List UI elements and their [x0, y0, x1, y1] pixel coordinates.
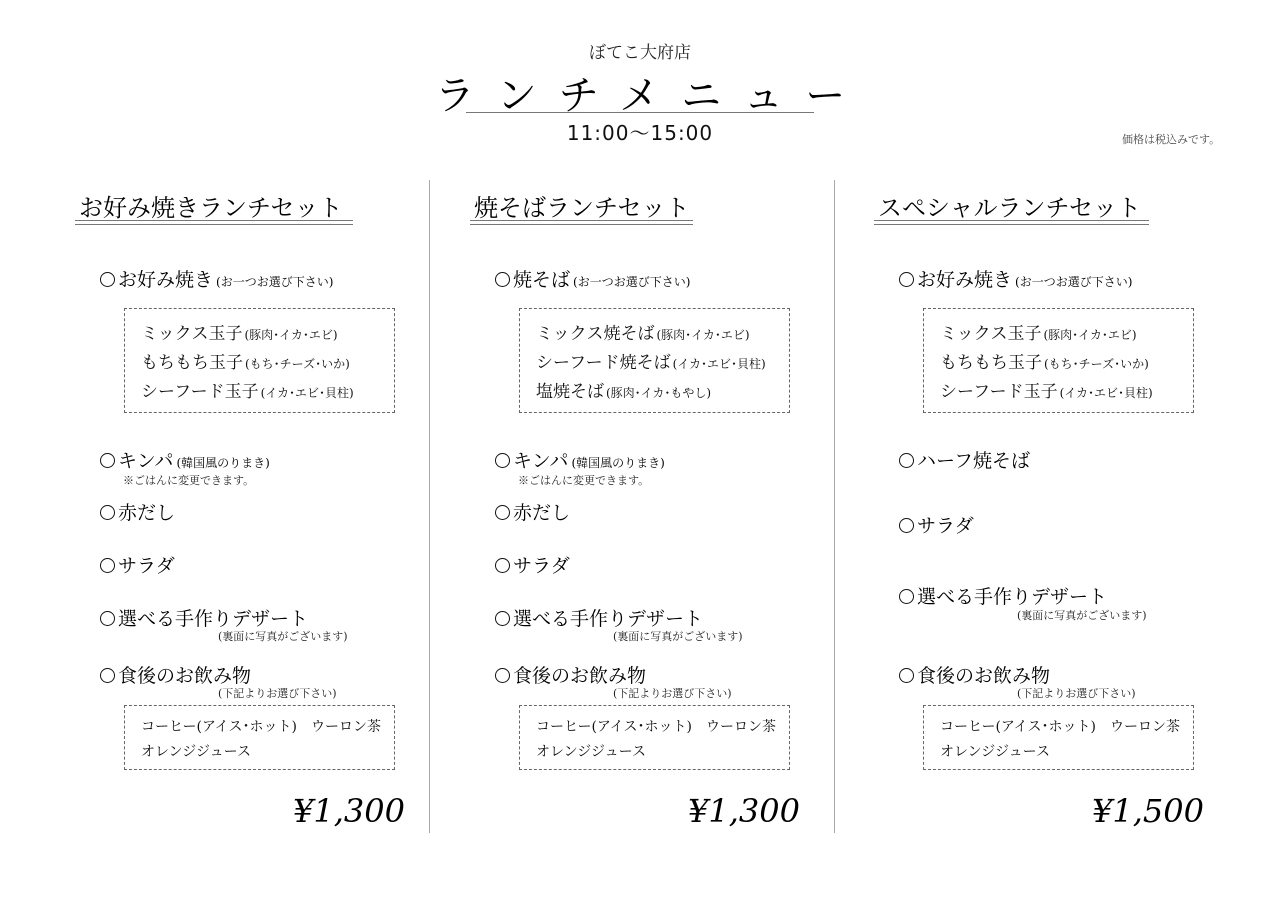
circle-bullet-icon [899, 668, 914, 683]
page-title: ランチメニュー [434, 73, 868, 119]
choice-item: ミックス焼そば (豚肉･イカ･エビ) [536, 324, 750, 344]
store-name: ぼてこ大府店 [589, 43, 691, 63]
drink-options-line: オレンジジュース [536, 744, 646, 760]
okonomiyaki-lunch-set [75, 180, 465, 840]
circle-bullet-icon [495, 611, 510, 626]
set-price: ¥1,300 [688, 792, 800, 830]
circle-bullet-icon [495, 558, 510, 573]
yakisoba-lunch-set [470, 180, 860, 840]
circle-bullet-icon [100, 668, 115, 683]
set-title: スペシャルランチセット [878, 194, 1142, 222]
choice-item: ミックス玉子 (豚肉･イカ･エビ) [141, 324, 338, 344]
kimbap-note: ※ごはんに変更できます。 [123, 474, 255, 487]
choice-item: シーフード焼そば (イカ･エビ･貝柱) [536, 353, 766, 373]
drink-note: (下記よりお選び下さい) [218, 687, 337, 700]
half-yakisoba-item: ハーフ焼そば [899, 446, 1030, 473]
set-title-underline [75, 220, 353, 225]
drink-item: 食後のお飲み物 [100, 661, 251, 688]
circle-bullet-icon [495, 505, 510, 520]
circle-bullet-icon [100, 505, 115, 520]
circle-bullet-icon [100, 611, 115, 626]
kimbap-note: ※ごはんに変更できます。 [518, 474, 650, 487]
circle-bullet-icon [100, 453, 115, 468]
set-title: 焼そばランチセット [474, 194, 690, 222]
drink-item: 食後のお飲み物 [495, 661, 646, 688]
set-title-underline [470, 220, 693, 225]
choice-box [519, 308, 790, 413]
drink-options-line: コーヒー(アイス･ホット) ウーロン茶 [940, 719, 1180, 735]
title-underline [466, 112, 814, 113]
dessert-item: 選べる手作りデザート [100, 604, 308, 631]
choice-item: シーフード玉子 (イカ･エビ･貝柱) [141, 382, 354, 402]
set-price: ¥1,300 [293, 792, 405, 830]
circle-bullet-icon [899, 589, 914, 604]
kimbap-item: キンパ (韓国風のりまき) [100, 446, 270, 473]
set-title-underline [874, 220, 1149, 225]
drink-options-line: コーヒー(アイス･ホット) ウーロン茶 [141, 719, 381, 735]
circle-bullet-icon [495, 272, 510, 287]
drink-options-box [124, 705, 395, 770]
menu-header [0, 0, 1280, 145]
set-title: お好み焼きランチセット [79, 194, 343, 222]
drink-note: (下記よりお選び下さい) [613, 687, 732, 700]
drink-options-line: オレンジジュース [940, 744, 1050, 760]
drink-options-line: コーヒー(アイス･ホット) ウーロン茶 [536, 719, 776, 735]
dessert-item: 選べる手作りデザート [495, 604, 703, 631]
salad-item: サラダ [495, 551, 570, 578]
choice-item: 塩焼そば (豚肉･イカ･もやし) [536, 382, 712, 402]
drink-options-line: オレンジジュース [141, 744, 251, 760]
drink-options-box [923, 705, 1194, 770]
dessert-note: (裏面に写真がございます) [218, 630, 348, 643]
set-price: ¥1,500 [1092, 792, 1204, 830]
main-item: お好み焼き (お一つお選び下さい) [899, 265, 1132, 292]
business-hours: 11:00〜15:00 [566, 121, 714, 145]
circle-bullet-icon [899, 453, 914, 468]
salad-item: サラダ [100, 551, 175, 578]
salad-item: サラダ [899, 511, 974, 538]
akadashi-item: 赤だし [495, 498, 570, 525]
dessert-item: 選べる手作りデザート [899, 582, 1107, 609]
main-item: 焼そば (お一つお選び下さい) [495, 265, 690, 292]
circle-bullet-icon [495, 453, 510, 468]
choice-item: もちもち玉子 (もち･チーズ･いか) [141, 353, 350, 373]
akadashi-item: 赤だし [100, 498, 175, 525]
circle-bullet-icon [100, 558, 115, 573]
drink-note: (下記よりお選び下さい) [1017, 687, 1136, 700]
kimbap-item: キンパ (韓国風のりまき) [495, 446, 665, 473]
circle-bullet-icon [100, 272, 115, 287]
tax-note: 価格は税込みです。 [1122, 133, 1221, 146]
circle-bullet-icon [899, 272, 914, 287]
choice-box [124, 308, 395, 413]
circle-bullet-icon [495, 668, 510, 683]
dessert-note: (裏面に写真がございます) [1017, 609, 1147, 622]
choice-box [923, 308, 1194, 413]
choice-item: シーフード玉子 (イカ･エビ･貝柱) [940, 382, 1153, 402]
dessert-note: (裏面に写真がございます) [613, 630, 743, 643]
choice-item: もちもち玉子 (もち･チーズ･いか) [940, 353, 1149, 373]
drink-options-box [519, 705, 790, 770]
drink-item: 食後のお飲み物 [899, 661, 1050, 688]
main-item: お好み焼き (お一つお選び下さい) [100, 265, 333, 292]
special-lunch-set [874, 180, 1264, 840]
choice-item: ミックス玉子 (豚肉･イカ･エビ) [940, 324, 1137, 344]
circle-bullet-icon [899, 518, 914, 533]
